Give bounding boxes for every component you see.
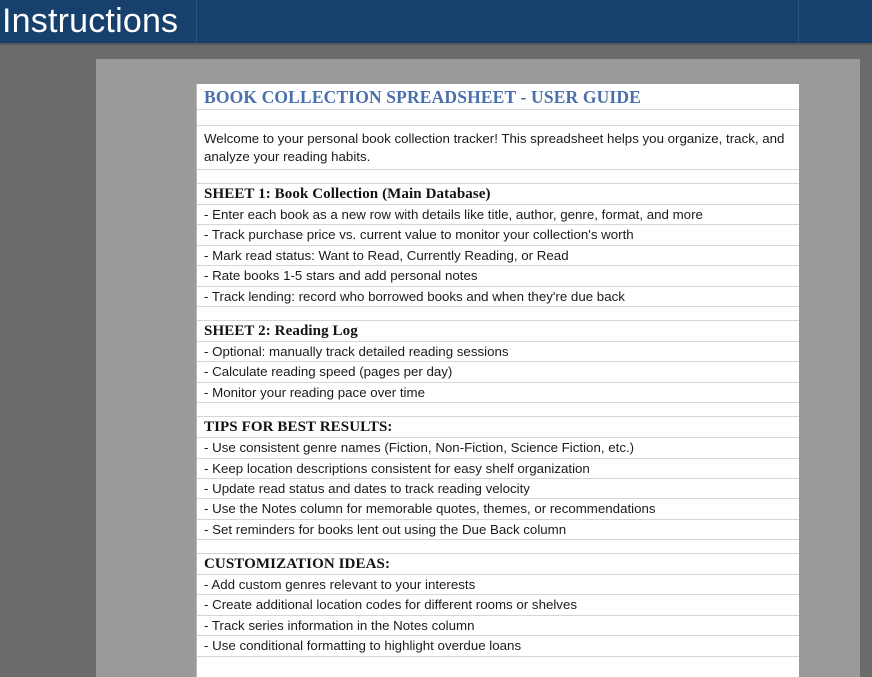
sheet-tab-title: Instructions (2, 2, 179, 40)
banner-bottom-edge (0, 43, 872, 45)
bullet-row: - Use conditional formatting to highlight overdue loans (197, 636, 799, 656)
sheet-header-banner (0, 0, 872, 43)
sheet-spacer-row (197, 403, 799, 417)
instructions-sheet-grid[interactable] (196, 84, 799, 677)
section-heading-row: TIPS FOR BEST RESULTS: (197, 417, 799, 438)
bullet-row: - Monitor your reading pace over time (197, 383, 799, 403)
sheet-spacer-row (197, 540, 799, 554)
intro-paragraph-row: Welcome to your personal book collection tracker! This spreadsheet helps you organize, track, and analyze your reading habits. (197, 126, 799, 170)
bullet-row: - Set reminders for books lent out using the Due Back column (197, 520, 799, 540)
bullet-row: - Enter each book as a new row with details like title, author, genre, format, and more (197, 205, 799, 225)
sheet-spacer-row (197, 170, 799, 184)
bullet-row: - Optional: manually track detailed reading sessions (197, 342, 799, 362)
bullet-row: - Use consistent genre names (Fiction, Non-Fiction, Science Fiction, etc.) (197, 438, 799, 458)
section-heading-row: SHEET 2: Reading Log (197, 321, 799, 342)
bullet-row: - Create additional location codes for different rooms or shelves (197, 595, 799, 615)
bullet-row: - Track lending: record who borrowed books and when they're due back (197, 287, 799, 307)
bullet-row: - Rate books 1-5 stars and add personal notes (197, 266, 799, 286)
bullet-row: - Keep location descriptions consistent for easy shelf organization (197, 459, 799, 479)
sheet-spacer-row (197, 307, 799, 321)
bullet-row: - Track series information in the Notes column (197, 616, 799, 636)
bullet-row: - Add custom genres relevant to your interests (197, 575, 799, 595)
bullet-row: - Mark read status: Want to Read, Currently Reading, or Read (197, 246, 799, 266)
section-heading-row: CUSTOMIZATION IDEAS: (197, 554, 799, 575)
bullet-row: - Track purchase price vs. current value to monitor your collection's worth (197, 225, 799, 245)
sheet-spacer-row (197, 110, 799, 126)
bullet-row: - Use the Notes column for memorable quotes, themes, or recommendations (197, 499, 799, 519)
banner-column-divider-right (798, 0, 799, 43)
bullet-row: - Update read status and dates to track reading velocity (197, 479, 799, 499)
banner-column-divider-left (196, 0, 197, 43)
sheet-title-row: BOOK COLLECTION SPREADSHEET - USER GUIDE (197, 84, 799, 110)
section-heading-row: SHEET 1: Book Collection (Main Database) (197, 184, 799, 205)
bullet-row: - Calculate reading speed (pages per day) (197, 362, 799, 382)
